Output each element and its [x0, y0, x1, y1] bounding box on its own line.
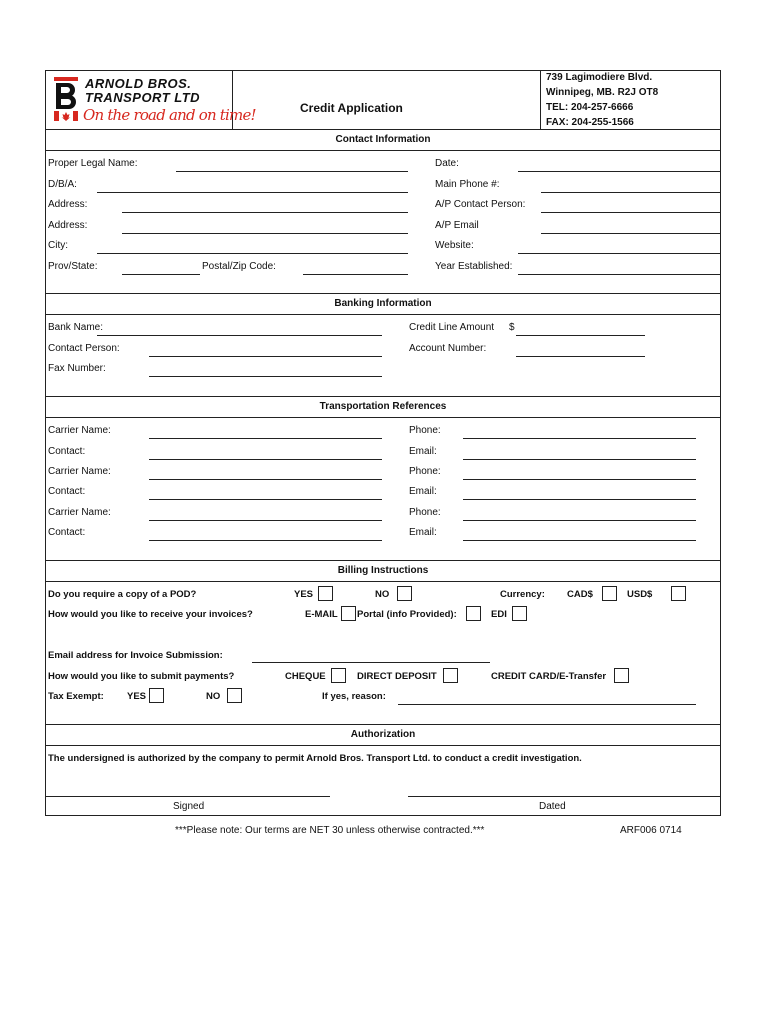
prov-state-label: Prov/State: — [48, 261, 98, 272]
tax-yes-label: YES — [127, 691, 147, 702]
if-yes-label: If yes, reason: — [322, 691, 386, 702]
address2-field[interactable] — [122, 233, 408, 234]
fax-number-label: Fax Number: — [48, 363, 106, 374]
edi-label: EDI — [491, 609, 507, 620]
divider — [45, 396, 721, 397]
usd-checkbox[interactable] — [671, 586, 686, 601]
ref-left-field[interactable] — [149, 479, 382, 480]
portal-checkbox[interactable] — [466, 606, 481, 621]
tax-reason-field[interactable] — [398, 704, 696, 705]
cheque-checkbox[interactable] — [331, 668, 346, 683]
address1-label: Address: — [48, 199, 88, 210]
tax-no-checkbox[interactable] — [227, 688, 242, 703]
header-divider-right — [540, 70, 541, 129]
logo-mark-icon — [52, 75, 82, 125]
credit-card-checkbox[interactable] — [614, 668, 629, 683]
pod-no-label: NO — [375, 589, 390, 600]
direct-deposit-label: DIRECT DEPOSIT — [357, 671, 437, 682]
date-label: Date: — [435, 158, 459, 169]
edi-checkbox[interactable] — [512, 606, 527, 621]
ref-left-label: Contact: — [48, 446, 86, 457]
fax-number-field[interactable] — [149, 376, 382, 377]
ref-right-field[interactable] — [463, 520, 696, 521]
ref-right-label: Email: — [409, 446, 437, 457]
credit-line-label: Credit Line Amount — [409, 322, 495, 333]
divider — [45, 560, 721, 561]
city-field[interactable] — [97, 253, 408, 254]
legal-name-label: Proper Legal Name: — [48, 158, 138, 169]
divider — [45, 417, 721, 418]
logo-line2: TRANSPORT LTD — [85, 90, 201, 105]
city-label: City: — [48, 240, 68, 251]
fax: FAX: 204-255-1566 — [546, 117, 634, 128]
cad-label: CAD$ — [567, 589, 593, 600]
email-address-label: Email address for Invoice Submission: — [48, 650, 223, 661]
pod-no-checkbox[interactable] — [397, 586, 412, 601]
divider — [45, 314, 721, 315]
credit-card-label: CREDIT CARD/E-Transfer — [491, 671, 607, 682]
ref-right-field[interactable] — [463, 459, 696, 460]
ref-left-label: Carrier Name: — [48, 466, 111, 477]
payment-question: How would you like to submit payments? — [48, 671, 235, 682]
tax-no-label: NO — [206, 691, 221, 702]
pod-yes-label: YES — [294, 589, 314, 600]
usd-label: USD$ — [627, 589, 653, 600]
pod-yes-checkbox[interactable] — [318, 586, 333, 601]
banking-heading: Banking Information — [334, 298, 432, 309]
tax-yes-checkbox[interactable] — [149, 688, 164, 703]
main-phone-label: Main Phone #: — [435, 179, 500, 190]
ref-left-field[interactable] — [149, 540, 382, 541]
dated-label: Dated — [539, 801, 566, 812]
account-number-field[interactable] — [516, 356, 645, 357]
currency-symbol: $ — [509, 322, 515, 333]
logo-tagline: On the road and on time! — [83, 106, 256, 124]
ap-email-field[interactable] — [541, 233, 721, 234]
divider — [45, 150, 721, 151]
postal-field[interactable] — [303, 274, 408, 275]
contact-person-label: Contact Person: — [48, 343, 120, 354]
ref-left-label: Carrier Name: — [48, 425, 111, 436]
divider — [45, 724, 721, 725]
ref-right-field[interactable] — [463, 540, 696, 541]
divider — [45, 745, 721, 746]
billing-heading: Billing Instructions — [337, 565, 429, 576]
account-number-label: Account Number: — [409, 343, 487, 354]
divider — [45, 293, 721, 294]
tax-exempt-label: Tax Exempt: — [48, 691, 104, 702]
main-phone-field[interactable] — [541, 192, 721, 193]
portal-label: Portal (info Provided): — [357, 609, 457, 620]
ref-left-field[interactable] — [149, 499, 382, 500]
address-line1: 739 Lagimodiere Blvd. — [546, 72, 653, 83]
contact-person-field[interactable] — [149, 356, 382, 357]
bank-name-label: Bank Name: — [48, 322, 104, 333]
cheque-label: CHEQUE — [285, 671, 326, 682]
pod-question: Do you require a copy of a POD? — [48, 589, 197, 600]
authorization-statement: The undersigned is authorized by the company to permit Arnold Bros. Transport Ltd. to conduct a credit investigation. — [48, 753, 582, 764]
address1-field[interactable] — [122, 212, 408, 213]
email-address-field[interactable] — [252, 662, 490, 663]
dba-field[interactable] — [97, 192, 408, 193]
email-label: E-MAIL — [305, 609, 338, 620]
ref-left-label: Contact: — [48, 527, 86, 538]
ref-left-field[interactable] — [149, 438, 382, 439]
ref-left-field[interactable] — [149, 520, 382, 521]
website-field[interactable] — [518, 253, 721, 254]
terms-note: ***Please note: Our terms are NET 30 unless otherwise contracted.*** — [175, 825, 485, 836]
contact-heading: Contact Information — [335, 134, 431, 145]
signature-field[interactable] — [45, 796, 330, 797]
ap-contact-label: A/P Contact Person: — [435, 199, 526, 210]
ref-right-label: Phone: — [409, 507, 441, 518]
company-logo — [52, 75, 256, 127]
date-signed-field[interactable] — [408, 796, 721, 797]
ap-contact-field[interactable] — [541, 212, 721, 213]
website-label: Website: — [435, 240, 474, 251]
cad-checkbox[interactable] — [602, 586, 617, 601]
ref-right-field[interactable] — [463, 499, 696, 500]
dba-label: D/B/A: — [48, 179, 77, 190]
ap-email-label: A/P Email — [435, 220, 479, 231]
divider — [45, 581, 721, 582]
credit-line-field[interactable] — [516, 335, 645, 336]
year-established-label: Year Established: — [435, 261, 513, 272]
tel: TEL: 204-257-6666 — [546, 102, 634, 113]
year-established-field[interactable] — [518, 274, 721, 275]
authorization-heading: Authorization — [350, 729, 416, 740]
address2-label: Address: — [48, 220, 88, 231]
ref-left-label: Carrier Name: — [48, 507, 111, 518]
transport-heading: Transportation References — [319, 401, 447, 412]
ref-right-label: Phone: — [409, 425, 441, 436]
postal-label: Postal/Zip Code: — [202, 261, 276, 272]
email-checkbox[interactable] — [341, 606, 356, 621]
ref-right-field[interactable] — [463, 479, 696, 480]
ref-right-label: Email: — [409, 527, 437, 538]
invoice-question: How would you like to receive your invoices? — [48, 609, 253, 620]
ref-left-field[interactable] — [149, 459, 382, 460]
date-field[interactable] — [518, 171, 721, 172]
form-code: ARF006 0714 — [620, 825, 682, 836]
signed-label: Signed — [173, 801, 205, 812]
ref-left-label: Contact: — [48, 486, 86, 497]
direct-deposit-checkbox[interactable] — [443, 668, 458, 683]
ref-right-label: Email: — [409, 486, 437, 497]
ref-right-field[interactable] — [463, 438, 696, 439]
page-title: Credit Application — [300, 101, 403, 115]
legal-name-field[interactable] — [176, 171, 408, 172]
bank-name-field[interactable] — [97, 335, 382, 336]
logo-line1: ARNOLD BROS. — [85, 76, 192, 91]
ref-right-label: Phone: — [409, 466, 441, 477]
currency-label: Currency: — [500, 589, 545, 600]
address-line2: Winnipeg, MB. R2J OT8 — [546, 87, 659, 98]
prov-state-field[interactable] — [122, 274, 200, 275]
